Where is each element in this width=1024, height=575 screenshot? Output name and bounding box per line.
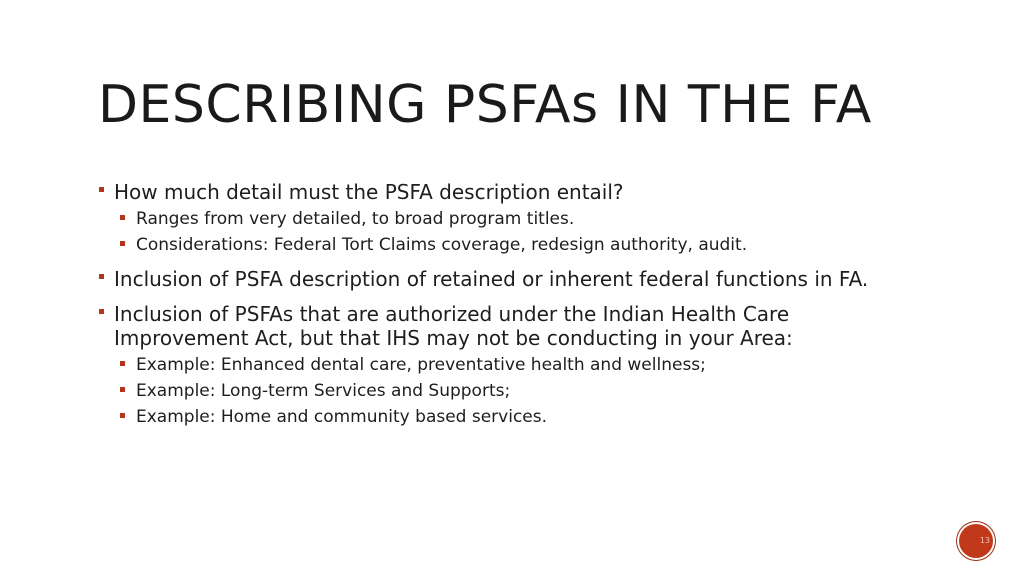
sub-bullet-item-3-1 xyxy=(98,355,888,376)
bullet-list xyxy=(98,180,888,428)
bullet-text: How much detail must the PSFA description entail? xyxy=(114,180,624,204)
bullet-square-icon xyxy=(120,387,125,392)
sub-bullet-text: Ranges from very detailed, to broad program titles. xyxy=(136,209,575,229)
sub-bullet-text: Example: Home and community based services. xyxy=(136,407,548,427)
sub-bullet-text: Example: Enhanced dental care, preventative health and wellness; xyxy=(136,355,706,375)
sub-bullet-item-3-3 xyxy=(98,407,888,428)
sub-bullet-item-3-2 xyxy=(98,381,888,402)
sub-bullet-item-1-1 xyxy=(98,209,888,230)
slide-number-text: 13 xyxy=(979,536,990,545)
bullet-square-icon xyxy=(120,241,125,246)
bullet-text: Inclusion of PSFA description of retained or inherent federal functions in FA. xyxy=(114,267,869,291)
bullet-item-1 xyxy=(98,180,888,204)
bullet-square-icon xyxy=(99,274,104,279)
bullet-square-icon xyxy=(99,309,104,314)
bullet-item-3 xyxy=(98,302,888,350)
sub-bullet-text: Example: Long-term Services and Supports; xyxy=(136,381,511,401)
bullet-square-icon xyxy=(120,413,125,418)
slide-number-badge xyxy=(957,522,995,560)
bullet-square-icon xyxy=(99,187,104,192)
bullet-item-2 xyxy=(98,267,888,291)
bullet-text: Inclusion of PSFAs that are authorized under the Indian Health Care Improvement Act, but that IHS may not be conducting in your Area: xyxy=(114,302,793,350)
bullet-square-icon xyxy=(120,361,125,366)
bullet-square-icon xyxy=(120,215,125,220)
slide-title: DESCRIBING PSFAs IN THE FA xyxy=(98,75,872,135)
sub-bullet-text: Considerations: Federal Tort Claims coverage, redesign authority, audit. xyxy=(136,235,748,255)
sub-bullet-item-1-2 xyxy=(98,235,888,256)
